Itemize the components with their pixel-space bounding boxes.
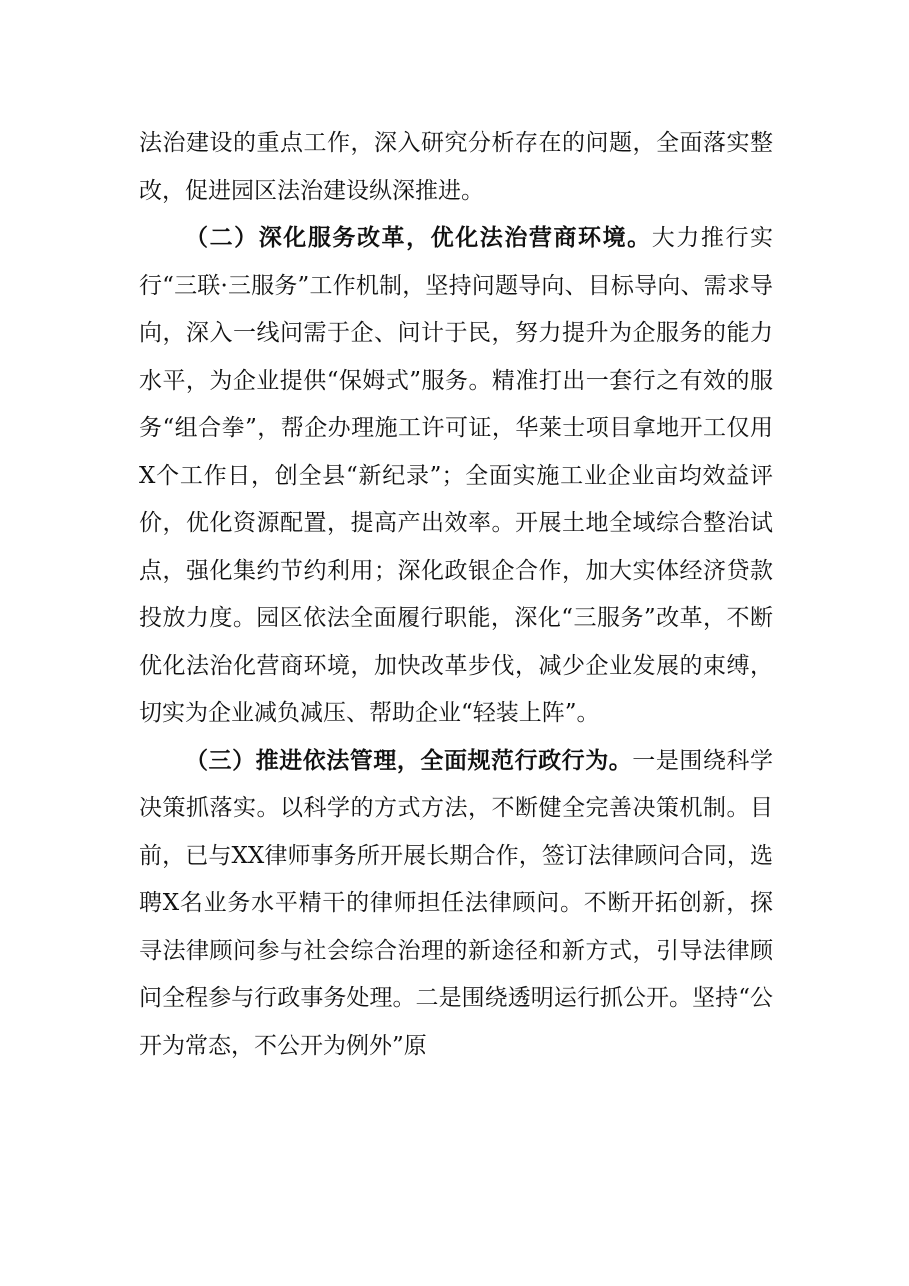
section-heading-2: （二）深化服务改革，优化法治营商环境。	[185, 225, 652, 251]
paragraph-lawful-management	[139, 738, 773, 1071]
paragraph-1-body: 法治建设的重点工作，深入研究分析存在的问题，全面落实整改，促进园区法治建设纵深推进。	[139, 130, 773, 204]
paragraph-continuation	[139, 120, 773, 215]
paragraph-3-body: 一是围绕科学决策抓落实。以科学的方式方法，不断健全完善决策机制。目前，已与XX律师事务所开展长期合作，签订法律顾问合同，选聘X名业务水平精干的律师担任法律顾问。不断开拓创新，探寻法律顾问参与社会综合治理的新途径和新方式，引导法律顾问全程参与行政事务处理。二是围绕透明运行抓公开。坚持“公开为常态，不公开为例外”原	[139, 747, 774, 1059]
paragraph-2-body: 大力推行实行“三联·三服务”工作机制，坚持问题导向、目标导向、需求导向，深入一线问需于企、问计于民，努力提升为企服务的能力水平，为企业提供“保姆式”服务。精准打出一套行之有效的服务“组合拳”，帮企办理施工许可证，华莱士项目拿地开工仅用X个工作日，创全县“新纪录”；全面实施工业企业亩均效益评价，优化资源配置，提高产出效率。开展土地全域综合整治试点，强化集约节约利用；深化政银企合作，加大实体经济贷款投放力度。园区依法全面履行职能，深化“三服务”改革，不断优化法治化营商环境，加快改革步伐，减少企业发展的束缚，切实为企业减负减压、帮助企业“轻装上阵”。	[139, 225, 774, 726]
paragraph-service-reform	[139, 215, 773, 738]
document-body	[139, 120, 773, 1070]
section-heading-3: （三）推进依法管理，全面规范行政行为。	[185, 747, 633, 774]
